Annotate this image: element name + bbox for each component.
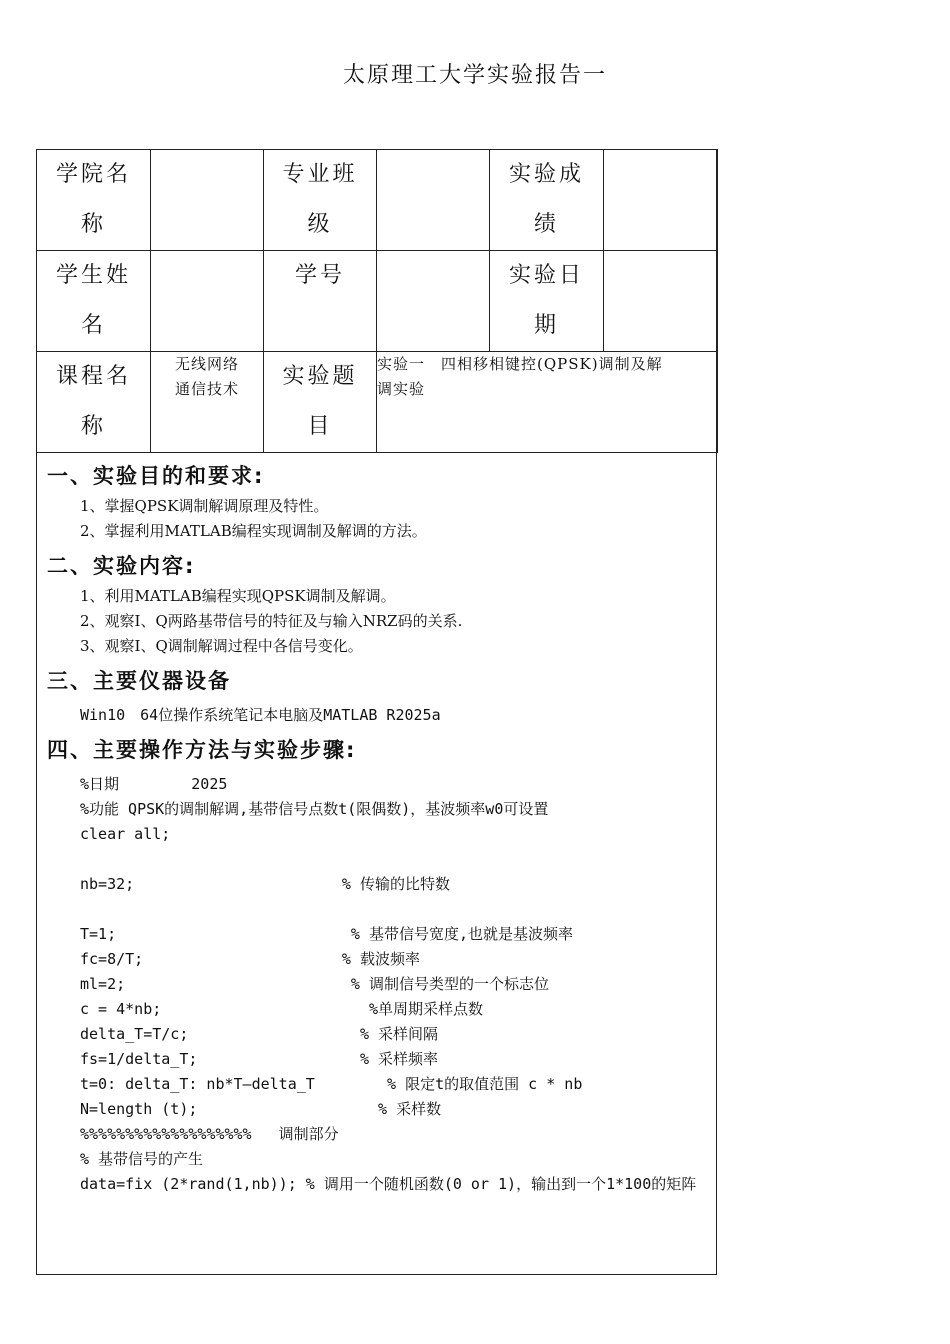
code-line: t=0: delta_T: nb*T—delta_T % 限定t的取值范围 c * nb bbox=[80, 1075, 583, 1093]
code-line: clear all; bbox=[80, 825, 171, 843]
table-row bbox=[37, 150, 718, 251]
grade-value bbox=[604, 150, 718, 251]
code-line: delta_T=T/c; % 采样间隔 bbox=[80, 1025, 439, 1043]
student-name-value bbox=[151, 251, 264, 352]
code-line: %功能 QPSK的调制解调,基带信号点数t(限偶数)，基波频率w0可设置 bbox=[80, 800, 549, 818]
list-item: 1、利用MATLAB编程实现QPSK调制及解调。 bbox=[80, 587, 396, 605]
section-heading: 二、实验内容: bbox=[47, 554, 196, 578]
list-item: 2、掌握利用MATLAB编程实现调制及解调的方法。 bbox=[80, 522, 427, 540]
date-value bbox=[604, 251, 718, 352]
code-line: ml=2; % 调制信号类型的一个标志位 bbox=[80, 975, 549, 993]
code-line: T=1; % 基带信号宽度,也就是基波频率 bbox=[80, 925, 574, 943]
code-line: fs=1/delta_T; % 采样频率 bbox=[80, 1050, 439, 1068]
list-item: 3、观察I、Q调制解调过程中各信号变化。 bbox=[80, 637, 363, 655]
topic-value: 实验一 四相移相键控(QPSK)调制及解 调实验 bbox=[377, 352, 718, 453]
student-id-label: 学号 bbox=[264, 251, 377, 352]
blank-line bbox=[47, 847, 712, 872]
code-line: nb=32; % 传输的比特数 bbox=[80, 875, 450, 893]
code-line: N=length (t); % 采样数 bbox=[80, 1100, 442, 1118]
info-table bbox=[36, 149, 718, 453]
course-label: 课程名 称 bbox=[37, 352, 151, 453]
code-line: c = 4*nb; %单周期采样点数 bbox=[80, 1000, 484, 1018]
table-row bbox=[37, 352, 718, 453]
table-row bbox=[37, 251, 718, 352]
code-line: %日期 2025 bbox=[80, 775, 228, 793]
code-line: fc=8/T; % 载波频率 bbox=[80, 950, 420, 968]
topic-label: 实验题 目 bbox=[264, 352, 377, 453]
list-item: Win10 64位操作系统笔记本电脑及MATLAB R2025a bbox=[80, 706, 441, 724]
college-label: 学院名 称 bbox=[37, 150, 151, 251]
section-heading: 一、实验目的和要求: bbox=[47, 464, 265, 488]
grade-label: 实验成 绩 bbox=[490, 150, 604, 251]
code-line: %%%%%%%%%%%%%%%%%%% 调制部分 bbox=[80, 1125, 339, 1143]
course-value: 无线网络 通信技术 bbox=[151, 352, 264, 453]
section-heading: 四、主要操作方法与实验步骤: bbox=[47, 738, 357, 762]
code-line: data=fix (2*rand(1,nb)); % 调用一个随机函数(0 or 1)，输出到一个1*100的矩阵 bbox=[80, 1175, 697, 1193]
student-name-label: 学生姓 名 bbox=[37, 251, 151, 352]
page-title: 太原理工大学实验报告一 bbox=[342, 63, 607, 88]
code-line: % 基带信号的产生 bbox=[80, 1150, 204, 1168]
major-class-label: 专业班 级 bbox=[264, 150, 377, 251]
student-id-value bbox=[377, 251, 490, 352]
college-value bbox=[151, 150, 264, 251]
list-item: 2、观察I、Q两路基带信号的特征及与输入NRZ码的关系. bbox=[80, 612, 463, 630]
major-class-value bbox=[377, 150, 490, 251]
section-heading: 三、主要仪器设备 bbox=[47, 669, 231, 693]
report-body bbox=[47, 458, 712, 1197]
blank-line bbox=[47, 897, 712, 922]
list-item: 1、掌握QPSK调制解调原理及特性。 bbox=[80, 497, 329, 515]
date-label: 实验日 期 bbox=[490, 251, 604, 352]
